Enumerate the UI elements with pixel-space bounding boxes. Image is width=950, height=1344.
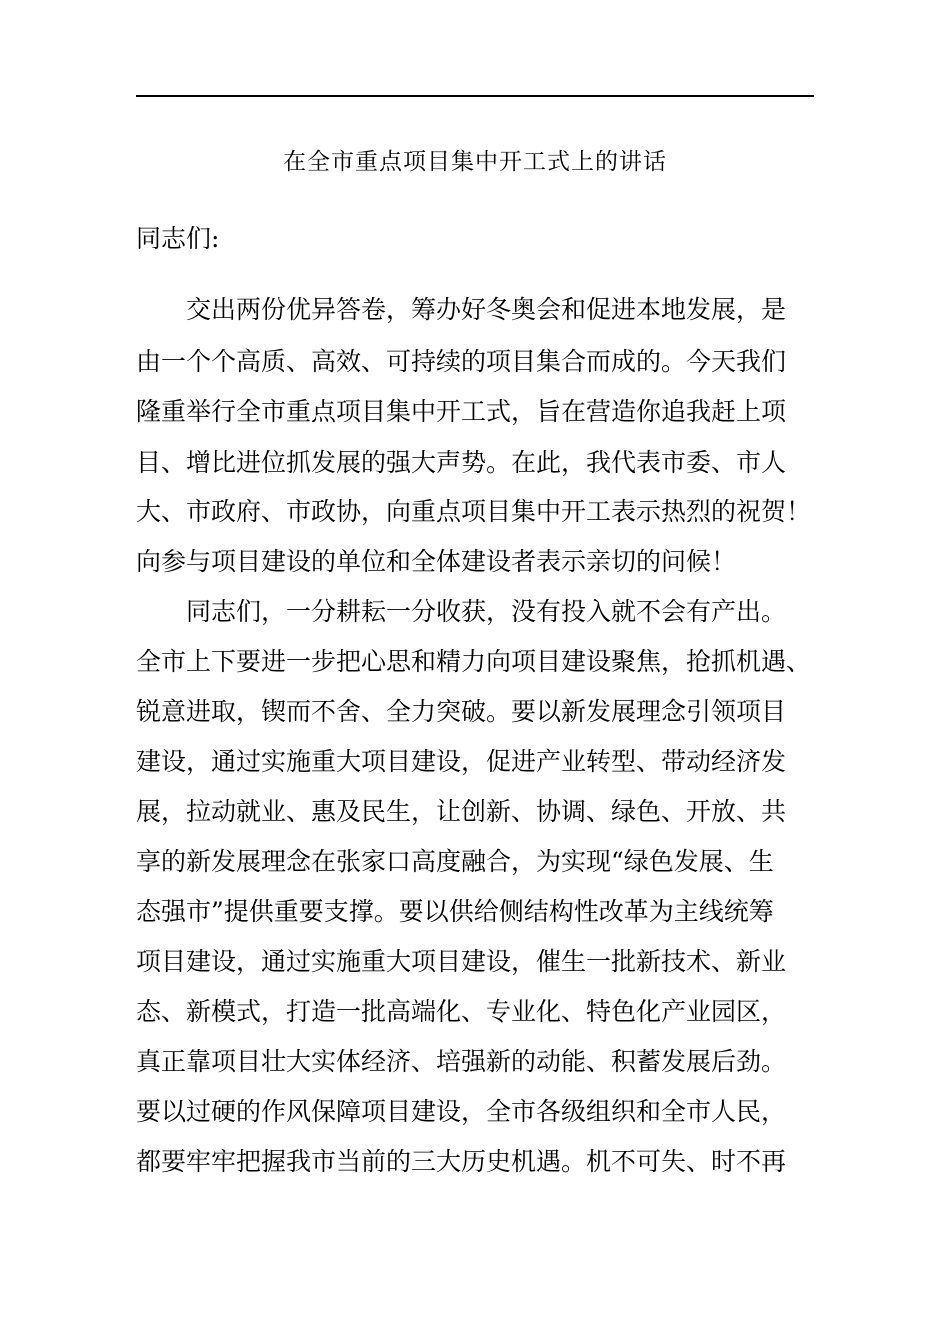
paragraph-2-line-4: 建设，通过实施重大项目建设，促进产业转型、带动经济发 bbox=[136, 747, 787, 776]
paragraph-2-line-1: 同志们，一分耕耘一分收获，没有投入就不会有产出。 bbox=[186, 597, 787, 626]
paragraph-2-line-5: 展，拉动就业、惠及民生，让创新、协调、绿色、开放、共 bbox=[136, 797, 787, 826]
paragraph-1-line-5: 大、市政府、市政协，向重点项目集中开工表示热烈的祝贺！ bbox=[136, 497, 812, 526]
document-title: 在全市重点项目集中开工式上的讲话 bbox=[283, 149, 667, 175]
paragraph-1-line-1: 交出两份优异答卷，筹办好冬奥会和促进本地发展，是 bbox=[186, 295, 787, 324]
paragraph-2-line-8: 项目建设，通过实施重大项目建设，催生一批新技术、新业 bbox=[136, 947, 787, 976]
paragraph-2-line-2: 全市上下要进一步把心思和精力向项目建设聚焦，抢抓机遇、 bbox=[136, 647, 812, 676]
salutation-line: 同志们: bbox=[136, 224, 220, 253]
paragraph-1-line-3: 隆重举行全市重点项目集中开工式，旨在营造你追我赶上项 bbox=[136, 397, 787, 426]
paragraph-2-line-10: 真正靠项目壮大实体经济、培强新的动能、积蓄发展后劲。 bbox=[136, 1047, 787, 1076]
paragraph-1-line-2: 由一个个高质、高效、可持续的项目集合而成的。今天我们 bbox=[136, 347, 787, 376]
paragraph-1-line-4: 目、增比进位抓发展的强大声势。在此，我代表市委、市人 bbox=[136, 448, 787, 477]
header-rule bbox=[136, 95, 814, 97]
paragraph-2-line-9: 态、新模式，打造一批高端化、专业化、特色化产业园区， bbox=[136, 997, 787, 1026]
paragraph-2-line-6: 享的新发展理念在张家口高度融合，为实现“绿色发展、生 bbox=[136, 847, 774, 876]
paragraph-2-line-11: 要以过硬的作风保障项目建设，全市各级组织和全市人民， bbox=[136, 1097, 787, 1126]
paragraph-2-line-12: 都要牢牢把握我市当前的三大历史机遇。机不可失、时不再 bbox=[136, 1147, 787, 1176]
paragraph-2-line-7: 态强市”提供重要支撑。要以供给侧结构性改革为主线统筹 bbox=[136, 897, 774, 926]
paragraph-2-line-3: 锐意进取，锲而不舍、全力突破。要以新发展理念引领项目 bbox=[136, 697, 787, 726]
paragraph-1-line-6: 向参与项目建设的单位和全体建设者表示亲切的问候！ bbox=[136, 547, 737, 576]
